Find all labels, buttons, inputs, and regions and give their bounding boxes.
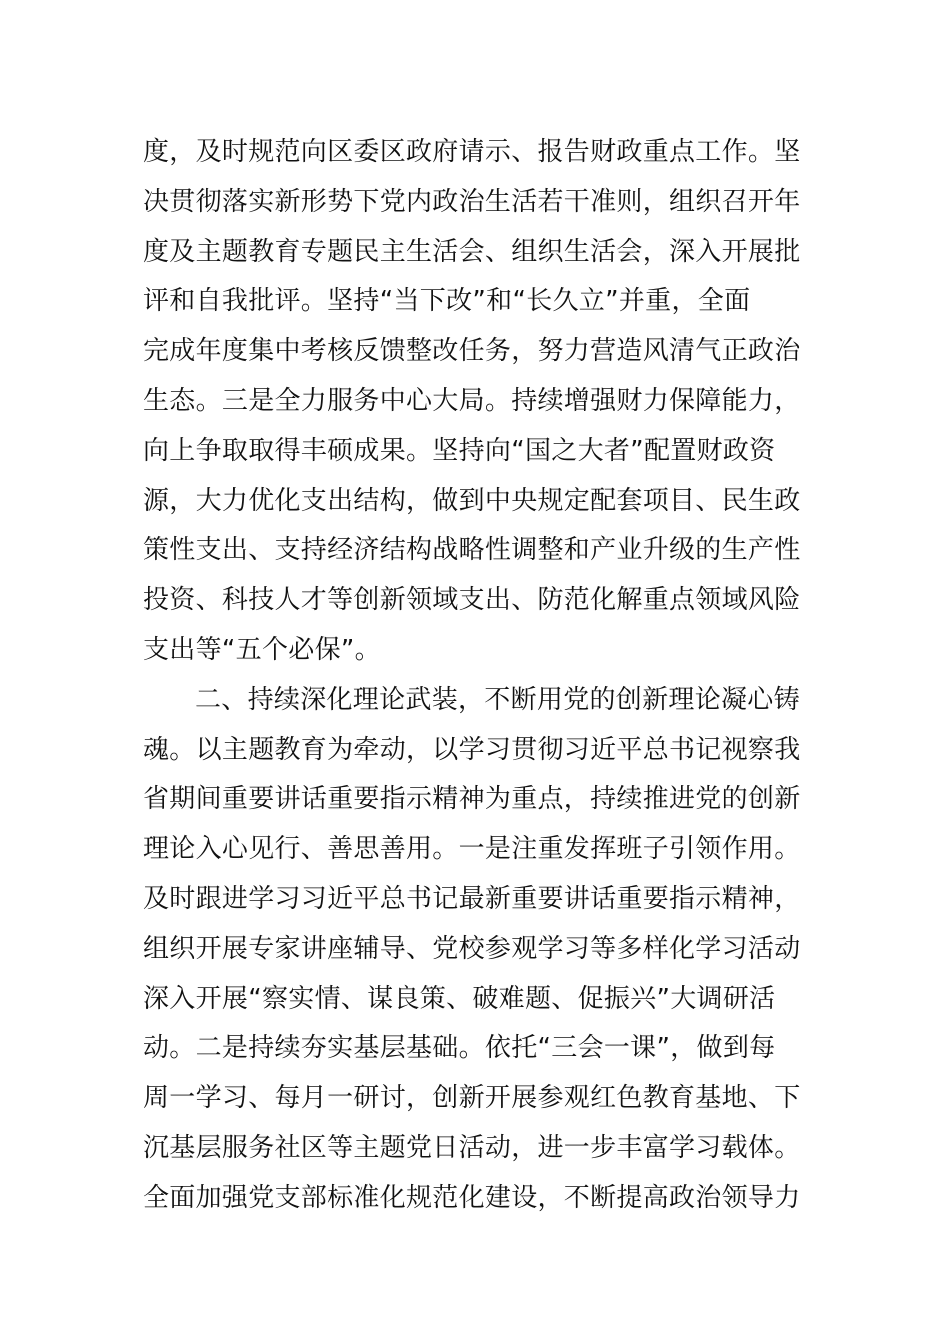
text-line-16: 及时跟进学习习近平总书记最新重要讲话重要指示精神， (143, 883, 801, 914)
text-line-14: 省期间重要讲话重要指示精神为重点，持续推进党的创新 (143, 784, 801, 815)
paragraph-heading-line: 二、持续深化理论武装，不断用党的创新理论凝心铸 (195, 684, 800, 715)
text-line-4: 评和自我批评。坚持“当下改”和“长久立”并重，全面 (143, 286, 751, 317)
text-line-21: 沉基层服务社区等主题党日活动，进一步丰富学习载体。 (143, 1132, 801, 1163)
document-body (143, 128, 823, 1224)
text-line-17: 组织开展专家讲座辅导、党校参观学习等多样化学习活动 (143, 933, 801, 964)
text-line-9: 策性支出、支持经济结构战略性调整和产业升级的生产性 (143, 535, 801, 566)
text-line-1: 度，及时规范向区委区政府请示、报告财政重点工作。坚 (143, 137, 801, 167)
text-line-15: 理论入心见行、善思善用。一是注重发挥班子引领作用。 (143, 834, 801, 865)
text-line-20: 周一学习、每月一研讨，创新开展参观红色教育基地、下 (143, 1083, 801, 1114)
text-line-18: 深入开展“察实情、谋良策、破难题、促振兴”大调研活 (143, 983, 776, 1014)
text-line-8: 源，大力优化支出结构，做到中央规定配套项目、民生政 (143, 485, 801, 516)
text-line-19: 动。二是持续夯实基层基础。依托“三会一课”，做到每 (143, 1033, 776, 1064)
text-line-6: 生态。三是全力服务中心大局。持续增强财力保障能力， (143, 385, 801, 416)
text-line-2: 决贯彻落实新形势下党内政治生活若干准则，组织召开年 (143, 186, 801, 217)
text-line-22: 全面加强党支部标准化规范化建设，不断提高政治领导力 (143, 1182, 801, 1213)
text-line-5: 完成年度集中考核反馈整改任务，努力营造风清气正政治 (143, 336, 801, 367)
text-line-11: 支出等“五个必保”。 (143, 634, 381, 665)
text-line-10: 投资、科技人才等创新领域支出、防范化解重点领域风险 (143, 585, 801, 616)
text-line-7: 向上争取取得丰硕成果。坚持向“国之大者”配置财政资 (143, 435, 776, 466)
text-line-13: 魂。以主题教育为牵动，以学习贯彻习近平总书记视察我 (143, 734, 801, 765)
text-line-3: 度及主题教育专题民主生活会、组织生活会，深入开展批 (143, 236, 801, 267)
